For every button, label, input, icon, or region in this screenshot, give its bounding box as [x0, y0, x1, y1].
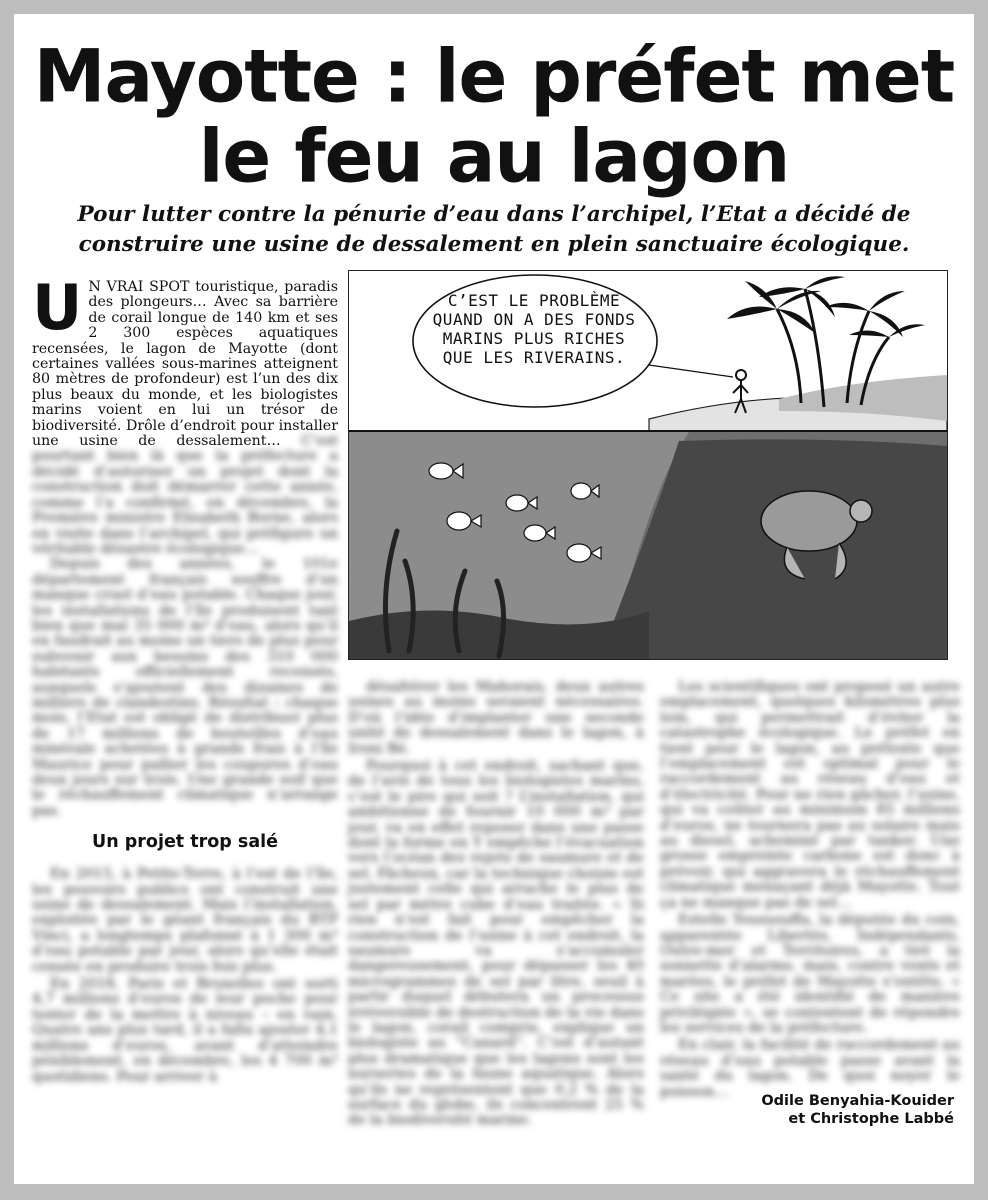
- blurred-body: Depuis des années, le 101e département français souffre d’un manque cruel d’eau potable. Chaque jour, les installations de l’île produisent tant bien que mal 35 000 m³ d’eau, alors qu’il en faudrait au moins un tiers de plus pour subvenir aux besoins des 310 000 habitants officiellement recensés, auxquels s’ajoutent des dizaines de milliers de clandestins. Résultat : chaque mois, l’Etat est obligé de distribuer plus de 17 millions de bouteilles d’eau minérale achetées à grands frais à l’île Maurice pour pallier les coupures d’eau deux jours sur trois. Une grande soif que le réchauffement climatique n’arrange pas.: [32, 556, 338, 819]
- editorial-cartoon: [348, 270, 948, 660]
- byline-author-2: et Christophe Labbé: [788, 1111, 954, 1127]
- deck-subtitle: Pour lutter contre la pénurie d’eau dans l’archipel, l’Etat a décidé de construire une usine de dessalement en plein sanctuaire écologique.: [77, 202, 911, 257]
- speech-bubble-text: C’EST LE PROBLÈME QUAND ON A DES FONDS MARINS PLUS RICHES QUE LES RIVERAINS.: [432, 291, 636, 367]
- drop-cap: U: [32, 271, 83, 344]
- blurred-body-3: Les scientifiques ont proposé un autre emplacement, quelques kilomètres plus loin, qui permettrait d’éviter la catastrophe écologique. Le préfet en tient pour le lagon, au prétexte que l’emplacement est optimal pour le raccordement au réseau d’eau et d’électricité. Pour ne rien gâcher, l’usine, qui va coûter au minimum 85 millions d’euros, ne tournera pas au solaire mais au diesel, acheminé par tanker. Une grosse empreinte carbone est donc à prévoir, qui aggravera le réchauffement climatique menaçant déjà Mayotte. Tout ça ne manque pas de sel… Estelle Youssouffa, la députée du coin, apparentée Libertés, Indépendants, Outre-mer et Territoires, a tiré la sonnette d’alarme, mais, contre vents et marées, le préfet de Mayotte s’entête. « Ce site a été identifié de manière privilégiée », se contentent de répondre les services de la préfecture. En clair, la facilité de raccordement au réseau d’eau potable passe avant la santé du lagon. De quoi noyer le poisson…: [660, 679, 960, 1100]
- column-2: désaltérer les Mahorais, deux autres usines au moins seraient nécessaires. D’où l’idée d’implanter une seconde unité de dessalement dans le lagon, à Ironi Bé. Pourquoi à cet endroit, sachant que, de l’avis de tous les biologistes marins, c’est le pire qui soit ? L’installation, qui ambitionne de fournir 10 000 m³ par jour, va en effet reposer dans une passe dont la forme en Y empêche l’évacuation vers l’océan des rejets de saumure et de sel. Fâcheux, car la technique choisie est justement celle qui arrache le plus de sel par mètre cube d’eau traitée. « Si rien n’est fait pour empêcher la construction de l’usine à cet endroit, la saumure va s’accumuler dangereusement, pour dépasser les 40 microgrammes de sel par litre, seuil à partir duquel débutera un processus irréversible de destruction de la vie dans le lagon, corail compris, explique un biologiste au “Canard”. C’est d’autant plus dramatique que les lagons sont les nurseries de la faune aquatique. Alors qu’ils ne représentent que 0,2 % de la surface du globe, ils concentrent 25 % de la biodiversité marine.: [348, 679, 644, 1129]
- headline: Mayotte : le préfet met le feu au lagon: [33, 33, 955, 199]
- byline-author-1: Odile Benyahia-Kouider: [761, 1093, 954, 1109]
- lede-text: N VRAI SPOT touristique, paradis des plongeurs… Avec sa barrière de corail longue de 140 km et ses 2 300 espèces aquatiques recensées, le lagon de Mayotte (dont certaines vallées sous-marines atteignent 80 mètres de profondeur) est l’un des dix plus beaux du monde, et les biologistes marins voient en lui un trésor de biodiversité. Drôle d’endroit pour installer une usine de dessalement…: [32, 279, 338, 450]
- blurred-body-2: En 2015, à Petite-Terre, à l’est de l’île, les pouvoirs publics ont construit une usine de dessalement. Mais l’installation, exploitée par le géant français du BTP Vinci, a longtemps plafonné à 1 300 m³ d’eau potable par jour, alors qu’elle était censée en produire trois fois plus. En 2018, Paris et Bruxelles ont sorti 4,7 millions d’euros de leur poche pour tenter de la mettre à niveau – en vain. Quatre ans plus tard, il a fallu ajouter 4,1 millions d’euros, avant d’atteindre péniblement, en décembre, les 4 700 m³ quotidiens. Pour arriver à: [32, 866, 338, 1085]
- lede-paragraph: [32, 271, 338, 557]
- blurred-text: C’est pourtant bien là que la préfecture a décidé d’autoriser un projet dont la construction doit démarrer cette année, comme l’a confirmé, en décembre, la Première ministre Elisabeth Borne, alors en visite dans l’archipel, qui préfigure un véritable désastre écologique…: [32, 433, 338, 557]
- column-3: [660, 680, 960, 1102]
- newspaper-page: [14, 14, 974, 1184]
- column-1: [32, 271, 338, 1087]
- byline: [564, 1092, 954, 1128]
- subheading: Un projet trop salé: [92, 832, 278, 853]
